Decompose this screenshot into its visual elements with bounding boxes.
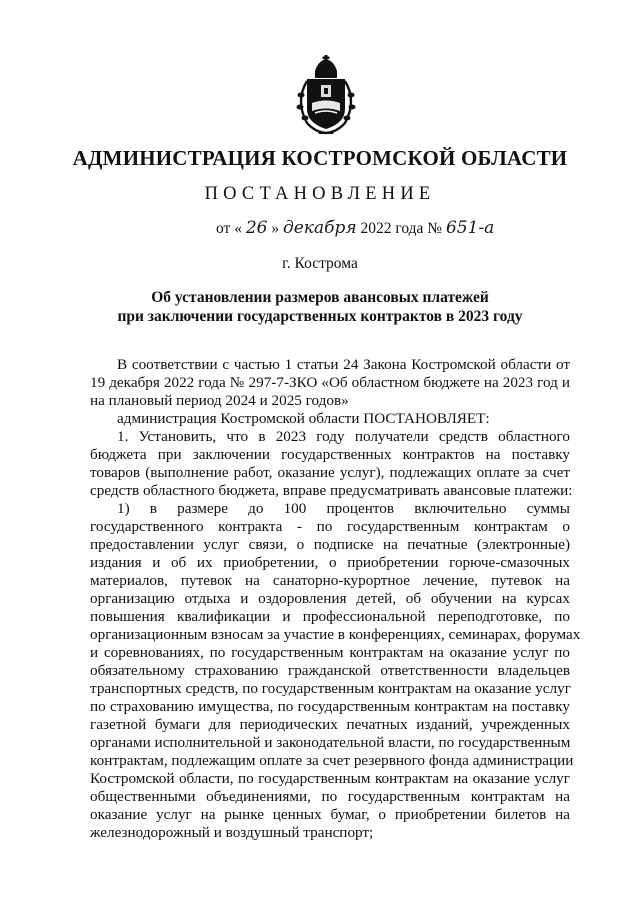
document-body xyxy=(90,356,581,842)
date-separator: » xyxy=(271,220,280,237)
body-line: Костромской области, по государственным контрактам на оказание услуг xyxy=(90,770,570,787)
date-prefix: от « xyxy=(216,220,242,237)
handwritten-month: декабря xyxy=(282,218,357,238)
body-line: и соревнованиях, по государственным контрактам на оказание услуг по xyxy=(90,644,570,661)
body-line: транспортных средств, по государственным контрактам на оказание услуг xyxy=(90,680,571,697)
city: г. Кострома xyxy=(282,255,358,272)
organization-title: АДМИНИСТРАЦИЯ КОСТРОМСКОЙ ОБЛАСТИ xyxy=(72,146,568,170)
body-line: администрация Костромской области ПОСТАНОВЛЯЕТ: xyxy=(117,410,490,427)
body-line: организационным взносам за участие в конференциях, семинарах, форумах xyxy=(90,626,581,643)
body-line: материалов, путевок на санаторно-курортное лечение, путевок на xyxy=(90,572,570,589)
body-line: органами исполнительной и законодательной власти, по государственным xyxy=(90,734,571,751)
body-line: В соответствии с частью 1 статьи 24 Закона Костромской области от xyxy=(117,356,570,373)
body-line: оказание услуг на рынке ценных бумаг, о приобретении билетов на xyxy=(90,806,570,823)
body-line: государственного контракта - по государственным контрактам о xyxy=(90,518,570,535)
date-number-line xyxy=(216,218,494,238)
body-line: 19 декабря 2022 года № 297-7-ЗКО «Об областном бюджете на 2023 год и xyxy=(90,374,570,391)
body-line: товаров (выполнение работ, оказание услуг), подлежащих оплате за счет xyxy=(90,464,570,481)
body-line: по страхованию имущества, по государственным контрактам на поставку xyxy=(90,698,570,715)
body-line: газетной бумаги для периодических печатных изданий, учрежденных xyxy=(90,716,570,733)
body-line: бюджета при заключении государственных контрактов на поставку xyxy=(90,446,570,463)
body-line: организацию отдыха и оздоровления детей, об обучении на курсах xyxy=(90,590,570,607)
body-line: на плановый период 2024 и 2025 годов» xyxy=(90,392,349,409)
year-and-number-label: 2022 года № xyxy=(360,220,443,237)
body-line: 1) в размере до 100 процентов включительно суммы xyxy=(117,500,570,517)
coat-of-arms-icon xyxy=(293,55,359,135)
body-line: издания и об их приобретении, о приобретении горюче-смазочных xyxy=(90,554,570,571)
body-line: повышения квалификации и профессиональной переподготовке, по xyxy=(90,608,570,625)
document-subject xyxy=(60,288,580,326)
body-line: предоставлении услуг связи, о подписке на печатные (электронные) xyxy=(90,536,570,553)
body-line: средств областного бюджета, вправе предусматривать авансовые платежи: xyxy=(90,482,573,499)
body-line: железнодорожный и воздушный транспорт; xyxy=(90,824,374,841)
handwritten-number: 651-а xyxy=(445,218,495,238)
handwritten-day: 26 xyxy=(245,218,268,238)
body-line: обязательному страхованию гражданской ответственности владельцев xyxy=(90,662,570,679)
body-line: контрактам, подлежащим оплате за счет резервного фонда администрации xyxy=(90,752,574,769)
body-line: 1. Установить, что в 2023 году получатели средств областного xyxy=(117,428,570,445)
subject-line: при заключении государственных контрактов в 2023 году xyxy=(117,308,523,325)
subject-line: Об установлении размеров авансовых платежей xyxy=(151,289,489,306)
document-type: ПОСТАНОВЛЕНИЕ xyxy=(204,184,436,204)
body-line: общественными объединениями, по государственным контрактам на xyxy=(90,788,570,805)
